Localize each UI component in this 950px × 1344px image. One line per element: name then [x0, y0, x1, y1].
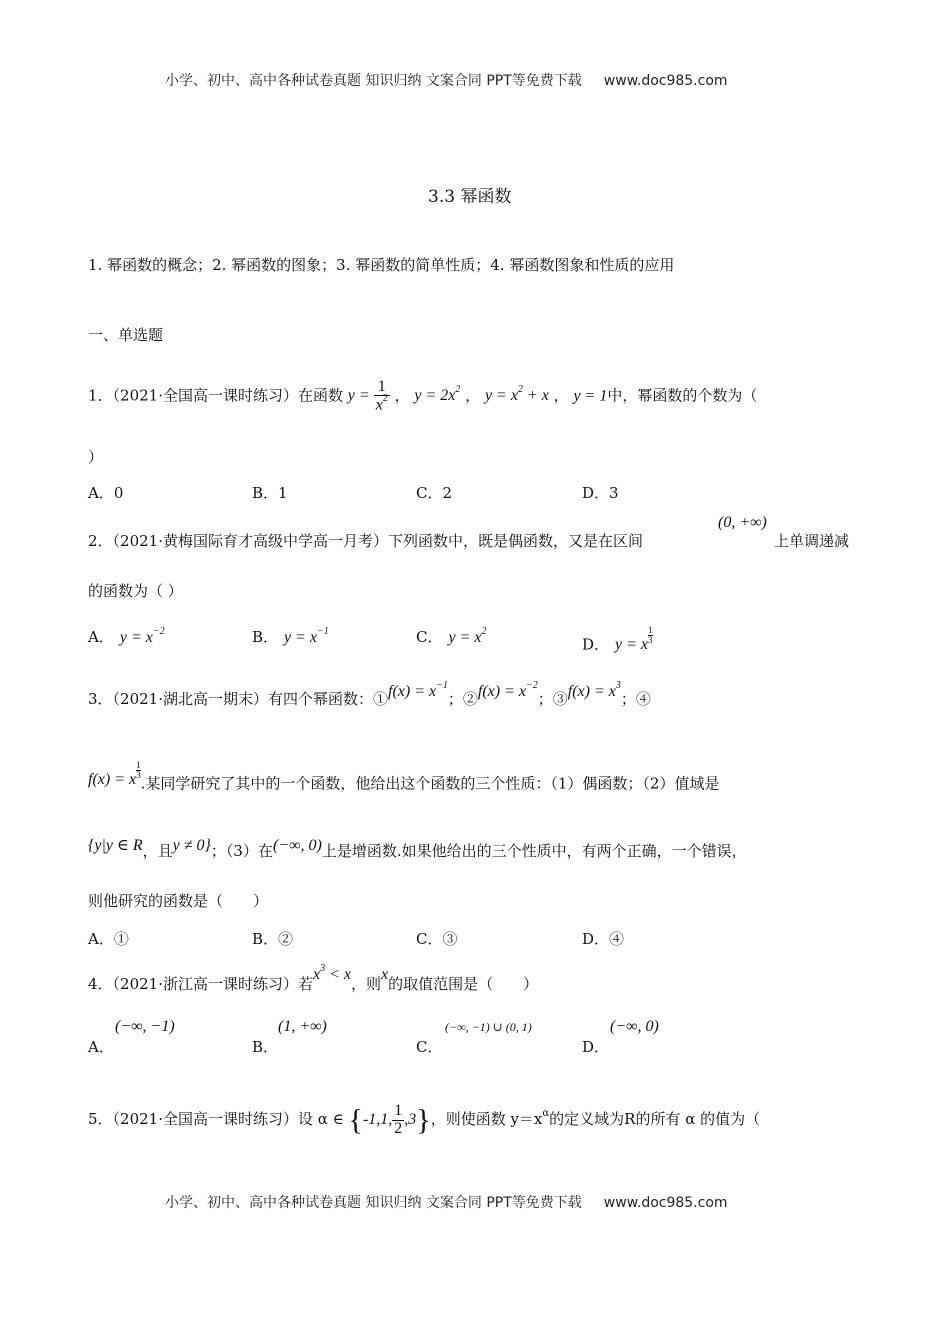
- q4-option-c: C．: [416, 1038, 443, 1056]
- q3-interval: (−∞, 0): [272, 837, 322, 854]
- q2-line2: 的函数为（ ）: [88, 582, 183, 600]
- q4-option-a: A．: [88, 1038, 114, 1056]
- q3-line3: {y|y ∈ R，且y ≠ 0}；（3）在(−∞, 0)上是增函数.如果他给出的三个性质中，有两个正确，一个错误，: [88, 837, 747, 860]
- q4-option-c-math: (−∞, −1) ∪ (0, 1): [445, 1020, 532, 1034]
- footer-site: www.doc985.com: [603, 1195, 728, 1211]
- page-header: [165, 70, 728, 90]
- section-heading: 一、单选题: [88, 326, 164, 344]
- q1-option-d: D．3: [582, 484, 619, 502]
- q2-option-b: B． $y = x^{-1}$: [252, 625, 329, 646]
- footer-text: 小学、初中、高中各种试卷真题 知识归纳 文案合同 PPT等免费下载: [165, 1195, 582, 1211]
- question-4: 4．（2021·浙江高一课时练习）若$x^3 < x$，则x的取值范围是（ ）: [88, 962, 539, 993]
- q3-option-a: A．①: [88, 930, 129, 948]
- q1-option-b: B．1: [252, 484, 288, 502]
- q2-line1: 2．（2021·黄梅国际育才高级中学高一月考）下列函数中，既是偶函数，又是在区间: [88, 532, 643, 550]
- q4-option-a-math: (−∞, −1): [115, 1018, 175, 1035]
- q1-option-a: A．0: [88, 484, 124, 502]
- q1-formula-2: $y = 2x^2$: [414, 384, 461, 405]
- q2-line1-end: 上单调递减: [774, 532, 850, 550]
- q1-option-c: C．2: [416, 484, 453, 502]
- q5-set: {-1,1, $\frac{1}{2}$ ,3}: [348, 1102, 431, 1137]
- q1-prefix: 1．（2021·全国高一课时练习）在函数: [88, 386, 343, 405]
- q1-formula-4: y = 1: [573, 387, 608, 405]
- q2-option-a: A． $y = x^{-2}$: [88, 625, 165, 646]
- question-2: [88, 530, 643, 551]
- q3-line4: 则他研究的函数是（ ）: [88, 892, 269, 910]
- q2-interval: (0, +∞): [718, 514, 767, 531]
- q4-option-b-math: (1, +∞): [278, 1018, 327, 1035]
- header-site: www.doc985.com: [603, 73, 728, 89]
- q4-option-b: B．: [252, 1038, 279, 1056]
- q3-option-c: C．③: [416, 930, 458, 948]
- topics-line: 1. 幂函数的概念；2. 幂函数的图象；3. 幂函数的简单性质；4. 幂函数图象和性质的应用: [88, 256, 675, 274]
- q1-suffix: 中，幂函数的个数为（: [607, 386, 758, 405]
- page-footer: [165, 1192, 728, 1212]
- q4-option-d: D．: [582, 1038, 610, 1056]
- question-3: 3．（2021·湖北高一期末）有四个幂函数：①f(x) = $x^{-1}$；②f(x) = $x^{-2}$；③f(x) = $x^3$；④: [88, 679, 651, 708]
- page-title: 3.3 幂函数: [428, 187, 512, 207]
- q3-line1: 3．（2021·湖北高一期末）有四个幂函数：: [88, 690, 373, 708]
- q1-formula-3: $y = x^2 + x$: [484, 384, 549, 405]
- header-text: 小学、初中、高中各种试卷真题 知识归纳 文案合同 PPT等免费下载: [165, 73, 582, 89]
- q3-line2: f(x) = x $\frac{1}{3}$ .某同学研究了其中的一个函数，他给出这个函数的三个性质：（1）偶函数；（2）值域是: [88, 760, 720, 793]
- q1-formula-1: y = $\frac{1}{x^2}$: [347, 377, 388, 414]
- q2-option-c: C． $y = x^2$: [416, 625, 487, 646]
- q4-option-d-math: (−∞, 0): [610, 1018, 659, 1035]
- q3-option-b: B．②: [252, 930, 294, 948]
- q1-close: ）: [88, 448, 104, 466]
- question-5: 5．（2021·全国高一课时练习）设 α ∈ {-1,1, $\frac{1}{2}$ ,3}，则使函数 $y=x^\alpha$的定义域为R的所有 α 的值为（: [88, 1102, 761, 1137]
- q2-option-d: D． y = x $\frac{1}{3}$: [582, 625, 653, 654]
- q3-option-d: D．④: [582, 930, 625, 948]
- question-1: 1．（2021·全国高一课时练习）在函数 y = $\frac{1}{x^2}$ ， $y = 2x^2$ ， $y = x^2 + x$ ， y = 1中，幂函数的个数为（: [88, 377, 758, 414]
